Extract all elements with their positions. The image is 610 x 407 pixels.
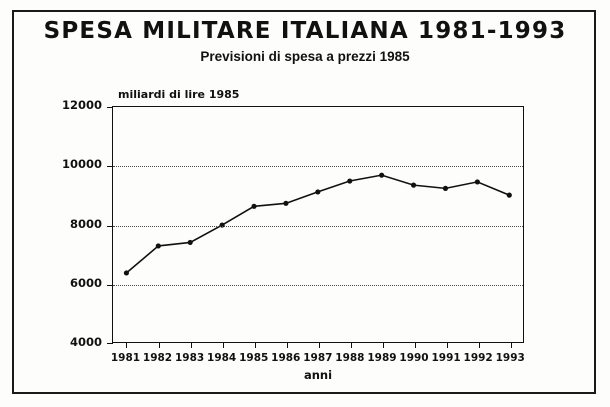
data-point: [124, 270, 129, 275]
data-point: [188, 240, 193, 245]
x-tick-label: 1989: [367, 352, 397, 364]
x-tick-label: 1984: [207, 352, 237, 364]
x-tick-label: 1992: [463, 352, 493, 364]
y-tick-label: 6000: [69, 275, 102, 290]
x-tick-label: 1986: [271, 352, 301, 364]
x-tick-mark: [447, 342, 448, 348]
x-tick-label: 1988: [335, 352, 365, 364]
y-tick-mark: [107, 226, 113, 227]
x-tick-mark: [415, 342, 416, 348]
x-tick-label: 1993: [495, 352, 525, 364]
x-tick-label: 1985: [239, 352, 269, 364]
series-markers: [124, 173, 512, 276]
x-tick-mark: [223, 342, 224, 348]
plot-area: [112, 106, 524, 343]
data-point: [347, 178, 352, 183]
chart-title: SPESA MILITARE ITALIANA 1981-1993: [43, 18, 567, 44]
data-point: [156, 243, 161, 248]
data-point: [379, 173, 384, 178]
data-point: [507, 193, 512, 198]
data-point: [443, 186, 448, 191]
x-tick-mark: [126, 342, 127, 348]
x-tick-mark: [383, 342, 384, 348]
gridline: [113, 226, 523, 227]
x-tick-label: 1991: [431, 352, 461, 364]
x-tick-mark: [511, 342, 512, 348]
series-line: [113, 107, 523, 342]
x-tick-label: 1981: [110, 352, 141, 364]
x-tick-label: 1983: [174, 352, 205, 364]
y-tick-label: 8000: [69, 216, 102, 231]
gridline: [113, 166, 523, 167]
x-tick-label: 1990: [399, 352, 429, 364]
gridline: [113, 285, 523, 286]
data-point: [251, 204, 256, 209]
data-point: [411, 183, 416, 188]
x-axis-caption: anni: [303, 368, 333, 382]
data-point: [283, 201, 288, 206]
x-tick-mark: [479, 342, 480, 348]
y-tick-mark: [107, 343, 113, 344]
x-tick-mark: [351, 342, 352, 348]
x-tick-mark: [255, 342, 256, 348]
x-tick-mark: [287, 342, 288, 348]
y-axis-caption: miliardi di lire 1985: [118, 88, 240, 101]
x-tick-mark: [191, 342, 192, 348]
x-tick-mark: [159, 342, 160, 348]
y-tick-label: 12000: [61, 98, 102, 112]
x-tick-mark: [319, 342, 320, 348]
x-tick-label: 1987: [303, 352, 333, 364]
chart-subtitle: Previsioni di spesa a prezzi 1985: [200, 49, 410, 64]
y-tick-label: 10000: [61, 157, 102, 172]
x-tick-label: 1982: [142, 352, 173, 364]
y-tick-mark: [107, 285, 113, 286]
data-point: [475, 179, 480, 184]
y-tick-mark: [107, 107, 113, 108]
data-point: [315, 189, 320, 194]
y-tick-mark: [107, 166, 113, 167]
y-tick-label: 4000: [69, 335, 102, 349]
